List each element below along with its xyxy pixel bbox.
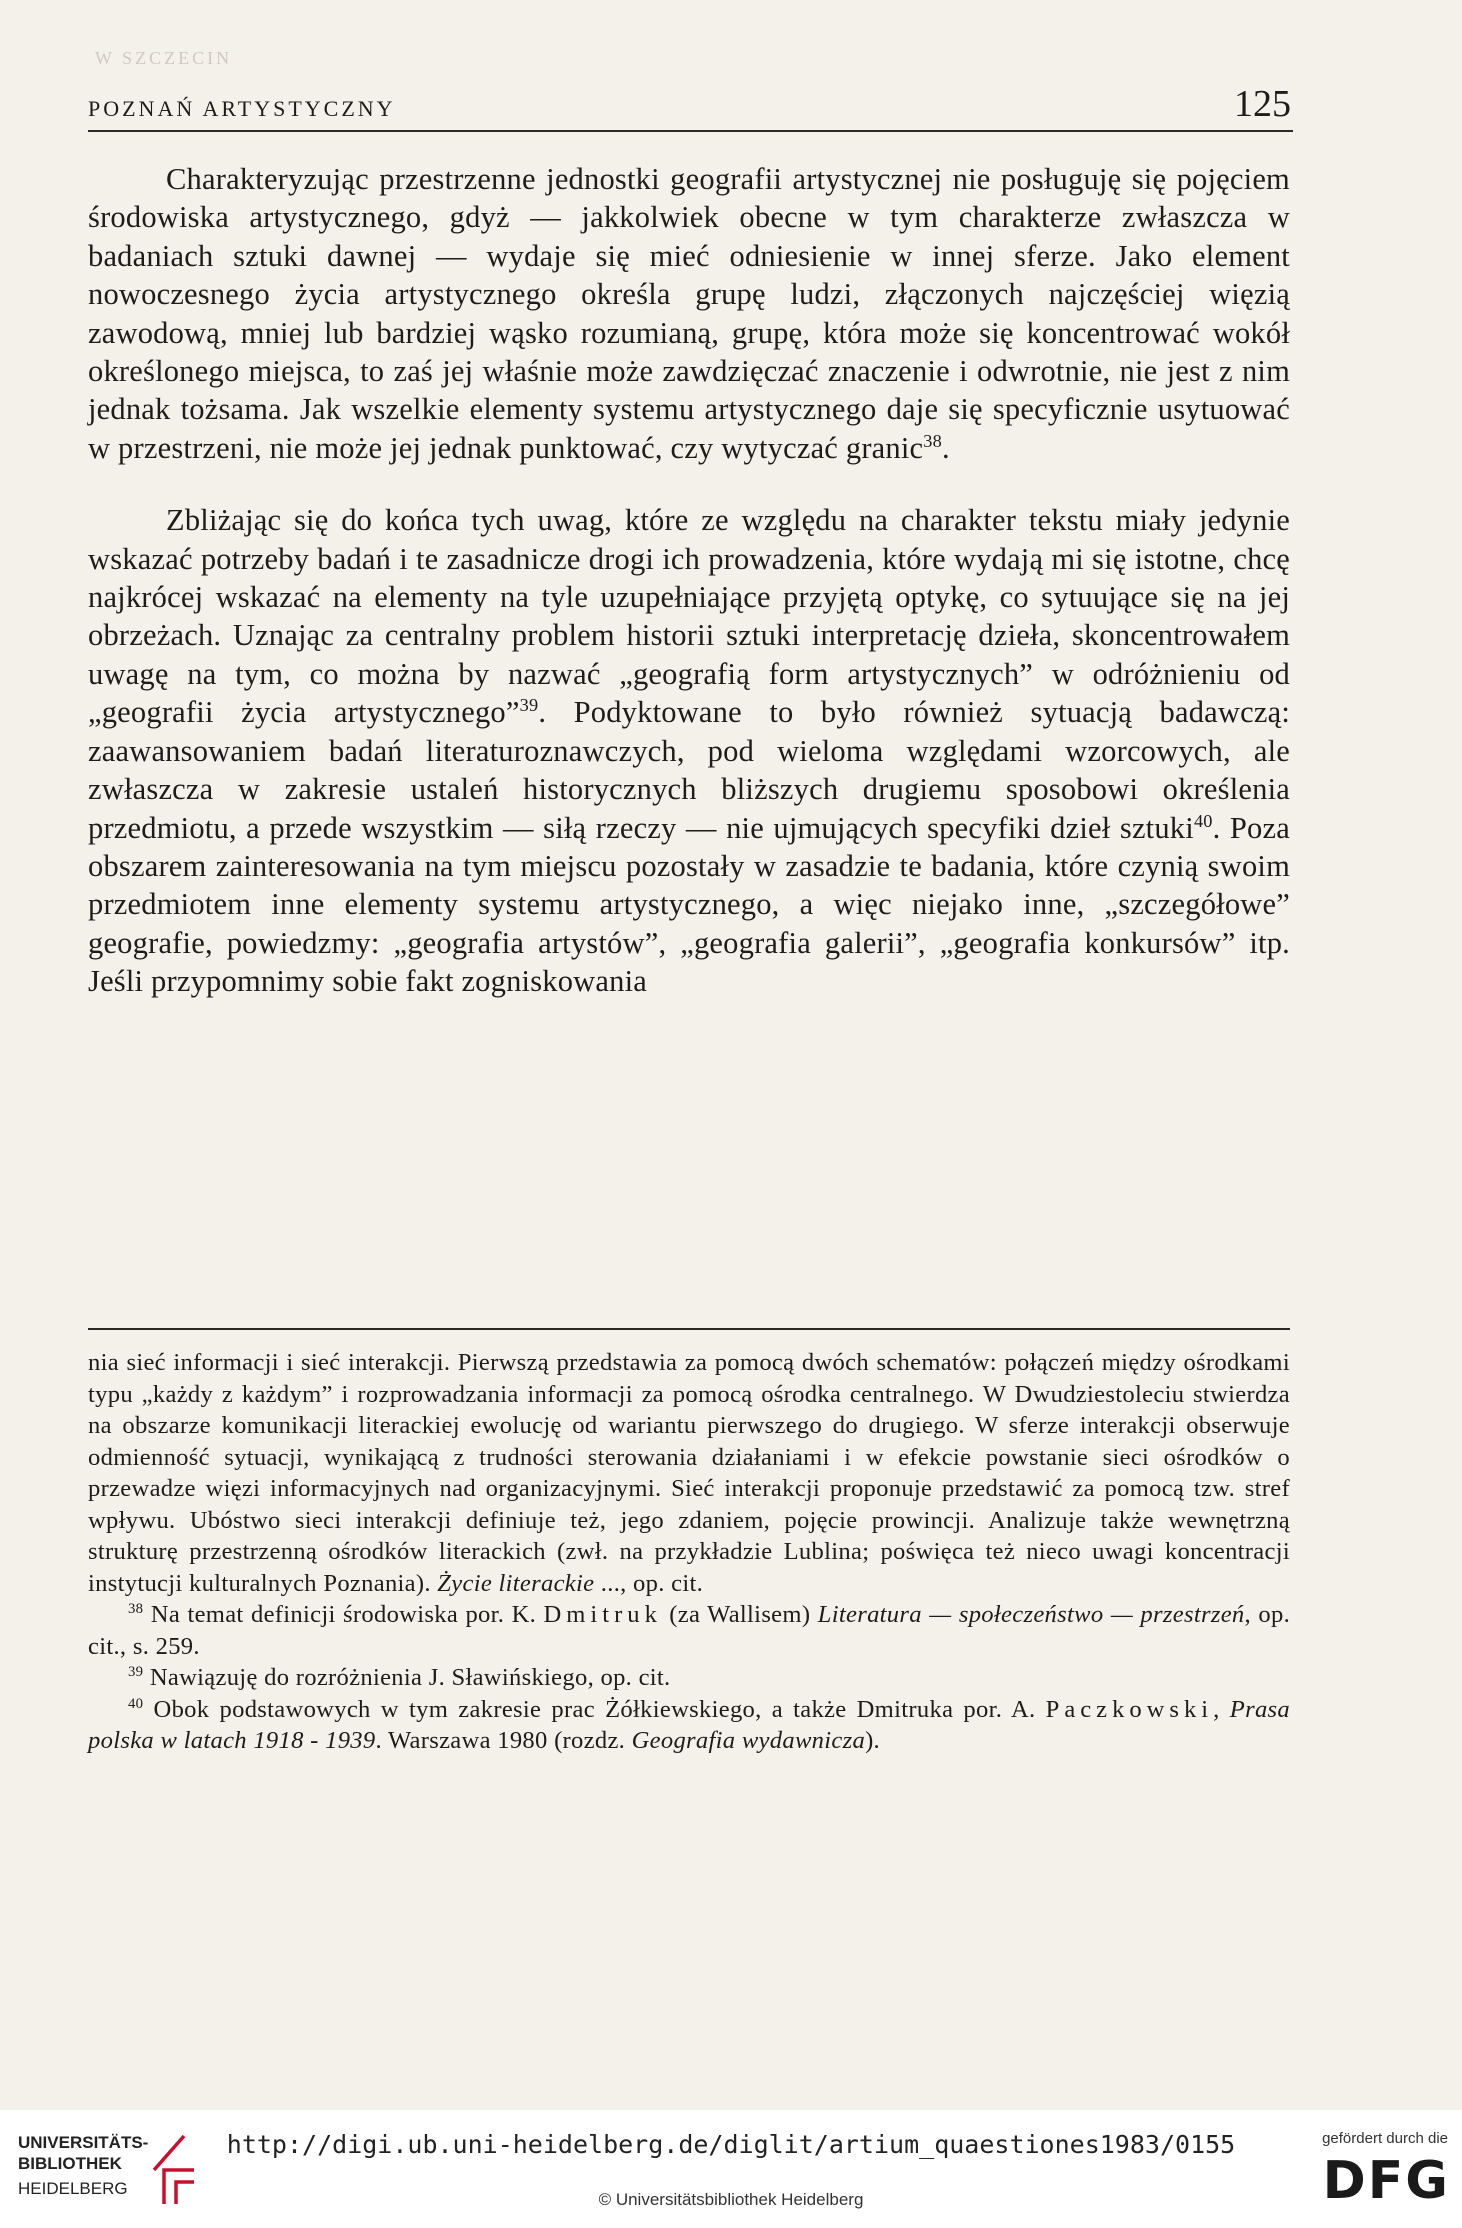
- funder-label: gefördert durch die: [1322, 2130, 1448, 2147]
- footnote-38: $^{38}$ Na temat definicji środowiska por. K. Dmitruk (za Wallisem) Literatura — społeczeństwo — przestrzeń, op. cit., s. 259.: [88, 1601, 1291, 1660]
- footnote-40: $^{40}$ Obok podstawowych w tym zakresie prac Żółkiewskiego, a także Dmitruka por. A. Paczkowski, Prasa polska w latach 1918 - 1939. Warszawa 1980 (rozdz. Geografia wydawnicza).: [88, 1695, 1291, 1754]
- digitization-footer: [0, 2110, 1462, 2228]
- footnote-39: $^{39}$ Nawiązuję do rozróżnienia J. Sławińskiego, op. cit.: [128, 1664, 671, 1691]
- footnote-continuation: nia sieć informacji i sieć interakcji. Pierwszą przedstawia za pomocą dwóch schematów: połączeń między ośrodkami typu „każdy z każdym” i rozprowadzania informacji za pomocą ośrodka centralnego. W Dwudziestoleciu stwierdza na obszarze komunikacji literackiej ewolucję od wariantu pierwszego do drugiego. W sferze interakcji obserwuje odmienność sytuacji, wynikającą z trudności sterowania działaniami i w efekcie powstanie sieci ośrodków o przewadze więzi informacyjnych nad organizacyjnymi. Sieć interakcji proponuje przedstawić za pomocą tzw. stref wpływu. Ubóstwo sieci interakcji definiuje też, jego zdaniem, pojęcie prowincji. Analizuje także wewnętrzną strukturę przestrzenną ośrodków literackich (zwł. na przykładzie Lublina; poświęca też nieco uwagi koncentracji instytucji kulturalnych Poznania). Życie literackie ..., op. cit.: [88, 1349, 1290, 1597]
- page-number: 125: [1234, 83, 1291, 125]
- bleed-through-text: W SZCZECIN: [95, 48, 233, 68]
- paragraph-1: Charakteryzując przestrzenne jednostki geografii artystycznej nie posługuję się pojęciem środowiska artystycznego, gdyż — jakkolwiek obecne w tym charakterze zwłaszcza w badaniach sztuki dawnej — wydaje się mieć odniesienie w innej sferze. Jako element nowoczesnego życia artystycznego określa grupę ludzi, złączonych najczęściej więzią zawodową, mniej lub bardziej wąsko rozumianą, grupę, która może się koncentrować wokół określonego miejsca, to zaś jej właśnie może zawdzięczać znaczenie i odwrotnie, nie jest z nim jednak tożsama. Jak wszelkie elementy systemu artystycznego daje się specyficznie usytuować w przestrzeni, nie może jej jednak punktować, czy wytyczać granic$^{38}$.: [88, 162, 1290, 465]
- footnote-divider: [88, 1328, 1290, 1330]
- footnote-ref-38: 38: [923, 430, 942, 451]
- library-city: HEIDELBERG: [18, 2179, 128, 2198]
- paragraph-2: Zbliżając się do końca tych uwag, które ze względu na charakter tekstu miały jedynie wskazać potrzeby badań i te zasadnicze drogi ich prowadzenia, które wydają mi się istotne, chcę najkrócej wskazać na elementy na tyle uzupełniające przyjętą optykę, co sytuujące się na jej obrzeżach. Uznając za centralny problem historii sztuki interpretację dzieła, skoncentrowałem uwagę na tym, co można by nazwać „geografią form artystycznych” w odróżnieniu od „geografii życia artystycznego”$^{39}$. Podyktowane to było również sytuacją badawczą: zaawansowaniem badań literaturoznawczych, pod wieloma względami wzorcowych, ale zwłaszcza w zakresie ustaleń historycznych bliższych drugiemu sposobowi określenia przedmiotu, a przede wszystkim — siłą rzeczy — nie ujmujących specyfiki dzieł sztuki$^{40}$. Poza obszarem zainteresowania na tym miejscu pozostały w zasadzie te badania, które czynią swoim przedmiotem inne elementy systemu artystycznego, a więc niejako inne, „szczegółowe” geografie, powiedzmy: „geografia artystów”, „geografia galerii”, „geografia konkursów” itp. Jeśli przypomnimy sobie fakt zogniskowania: [88, 503, 1290, 999]
- footnote-ref-39: 39: [519, 695, 539, 716]
- page-header: [88, 78, 1293, 132]
- copyright-notice: © Universitätsbibliothek Heidelberg: [598, 2190, 864, 2209]
- dfg-logo: DFG: [1322, 2151, 1450, 2211]
- main-text: [88, 160, 1290, 1001]
- footnotes: [88, 1347, 1290, 1757]
- library-name: UNIVERSITÄTS- BIBLIOTHEK: [18, 2133, 149, 2173]
- funder-badge[interactable]: [1290, 2130, 1450, 2215]
- permalink-url[interactable]: http://digi.ub.uni-heidelberg.de/diglit/artium_quaestiones1983/0155: [226, 2130, 1236, 2159]
- running-head: POZNAŃ ARTYSTYCZNY: [88, 96, 396, 121]
- footnote-ref-40: 40: [1193, 810, 1213, 831]
